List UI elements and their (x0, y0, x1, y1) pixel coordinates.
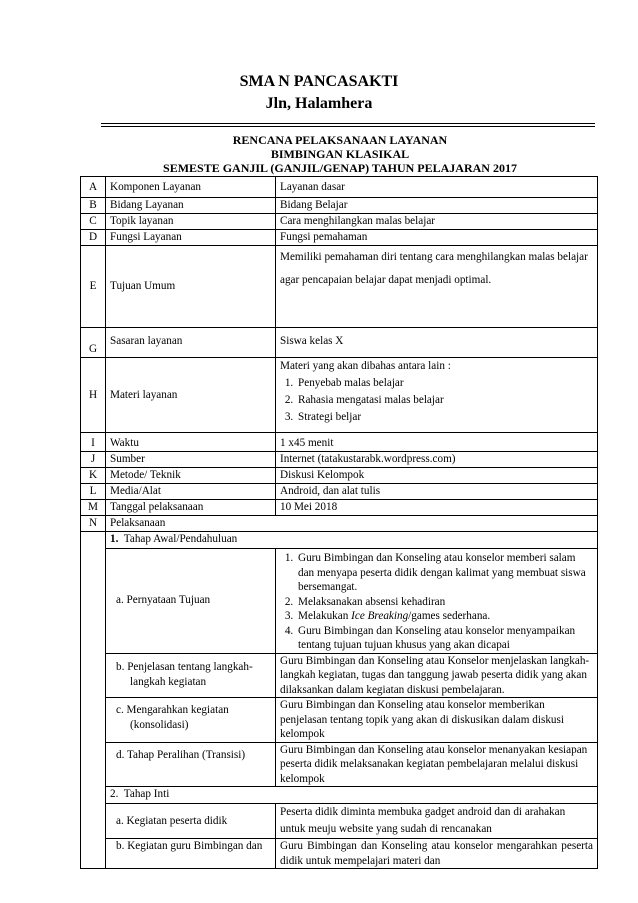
plan-subtitle: BIMBINGAN KLASIKAL (270, 147, 410, 161)
header-rule-top (101, 123, 595, 124)
stage2-heading (106, 787, 598, 804)
row-code: H (81, 358, 106, 433)
table-row (81, 804, 598, 839)
stage1-heading (106, 532, 598, 549)
table-row (81, 549, 598, 654)
item3-post: /games sederhana. (408, 610, 491, 622)
stage1-a-label: a. Pernyataan Tujuan (106, 549, 276, 654)
materi-intro: Materi yang akan dibahas antara lain : (280, 360, 451, 372)
row-value (276, 358, 598, 433)
row-value: Android, dan alat tulis (276, 484, 598, 500)
row-label: Materi layanan (106, 358, 276, 433)
row-value: Internet (tatakustarabk.wordpress.com) (276, 452, 598, 468)
stage1-a-value (276, 549, 598, 654)
stage1-c-value: Guru Bimbingan dan Konseling atau konselor memberikan penjelasan tentang topik yang akan di diskusikan dalam diskusi kelompok (276, 698, 598, 743)
plan-table (80, 176, 598, 869)
row-value: Siswa kelas X (276, 328, 598, 358)
row-label: Sumber (106, 452, 276, 468)
table-row (81, 358, 598, 433)
row-code: E (81, 246, 106, 328)
row-code: I (81, 433, 106, 452)
plan-title: RENCANA PELAKSANAAN LAYANAN (232, 133, 448, 147)
list-item (296, 609, 593, 624)
table-row (81, 500, 598, 516)
stage1-a-list (280, 551, 593, 653)
table-row (81, 787, 598, 804)
row-code: K (81, 468, 106, 484)
row-code: C (81, 214, 106, 230)
stage2-b-value: Guru Bimbingan dan Konseling atau konselor mengarahkan peserta didik untuk mempelajari materi dan (276, 839, 598, 869)
table-row (81, 177, 598, 198)
stage2-num: 2. (110, 788, 119, 800)
list-item: 4. Guru Bimbingan dan Konseling atau konselor menyampaikan tentang tujuan tujuan khusus yang akan dicapai (296, 624, 593, 653)
stage2-a-label: a. Kegiatan peserta didik (106, 804, 276, 839)
stage1-num: 1. (110, 533, 119, 545)
item3-em: Ice Breaking (351, 610, 409, 622)
table-row (81, 328, 598, 358)
school-name: SMA N PANCASAKTI (239, 73, 399, 90)
row-value: 10 Mei 2018 (276, 500, 598, 516)
row-value: 1 x45 menit (276, 433, 598, 452)
row-label: Tujuan Umum (106, 246, 276, 328)
spacer-cell (81, 532, 106, 869)
stage1-c-label: c. Mengarahkan kegiatan (konsolidasi) (106, 698, 276, 743)
row-value: Cara menghilangkan malas belajar (276, 214, 598, 230)
stage2-a-value: Peserta didik diminta membuka gadget android dan di arahakan untuk meuju website yang sudah di rencanakan (276, 804, 598, 839)
table-row (81, 230, 598, 246)
row-code: N (81, 516, 106, 532)
row-value: Layanan dasar (276, 177, 598, 198)
row-value: Fungsi pemahaman (276, 230, 598, 246)
row-label: Bidang Layanan (106, 198, 276, 214)
table-row (81, 214, 598, 230)
row-value: Memiliki pemahaman diri tentang cara menghilangkan malas belajar agar pencapaian belajar dapat menjadi optimal. (276, 246, 598, 328)
table-row (81, 468, 598, 484)
row-label: Waktu (106, 433, 276, 452)
row-code: M (81, 500, 106, 516)
stage1-b-value: Guru Bimbingan dan Konseling atau Konselor menjelaskan langkah-langkah kegiatan, tugas dan tanggung jawab peserta didik yang akan dilaksankan dalam kegiatan diskusi pembelajaran. (276, 653, 598, 698)
row-code: A (81, 177, 106, 198)
row-label: Pelaksanaan (106, 516, 598, 532)
stage2-title: Tahap Inti (123, 788, 170, 800)
stage1-title: Tahap Awal/Pendahuluan (123, 533, 238, 545)
table-row (81, 742, 598, 787)
plan-semester: SEMESTE GANJIL (GANJIL/GENAP) TAHUN PELAJARAN 2017 (163, 161, 517, 175)
row-label: Tanggal pelaksanaan (106, 500, 276, 516)
row-code: G (81, 328, 106, 358)
list-item: 3. Strategi beljar (296, 409, 593, 426)
row-label: Komponen Layanan (106, 177, 276, 198)
table-row (81, 484, 598, 500)
list-item: 2. Melaksanakan absensi kehadiran (296, 595, 593, 610)
header-rule-bottom (101, 126, 595, 127)
row-code: B (81, 198, 106, 214)
item3-pre: Melakukan (298, 610, 352, 622)
row-label: Fungsi Layanan (106, 230, 276, 246)
stage1-d-label: d. Tahap Peralihan (Transisi) (106, 742, 276, 787)
table-row (81, 198, 598, 214)
row-code: J (81, 452, 106, 468)
table-row (81, 433, 598, 452)
row-value: Bidang Belajar (276, 198, 598, 214)
row-label: Topik layanan (106, 214, 276, 230)
list-item: 1. Penyebab malas belajar (296, 375, 593, 392)
list-item: 1. Guru Bimbingan dan Konseling atau konselor memberi salam dan menyapa peserta didik dengan kalimat yang membuat siswa bersemangat. (296, 551, 593, 595)
row-label: Sasaran layanan (106, 328, 276, 358)
table-row (81, 653, 598, 698)
materi-list (280, 375, 593, 426)
table-row (81, 839, 598, 869)
school-address: Jln, Halamhera (265, 95, 373, 112)
stage2-b-label: b. Kegiatan guru Bimbingan dan (106, 839, 276, 869)
list-item: 2. Rahasia mengatasi malas belajar (296, 392, 593, 409)
stage1-b-label: b. Penjelasan tentang langkah-langkah kegiatan (106, 653, 276, 698)
table-row (81, 532, 598, 549)
row-label: Media/Alat (106, 484, 276, 500)
row-code: L (81, 484, 106, 500)
row-value: Diskusi Kelompok (276, 468, 598, 484)
table-row (81, 698, 598, 743)
table-row (81, 246, 598, 328)
row-code: D (81, 230, 106, 246)
row-label: Metode/ Teknik (106, 468, 276, 484)
table-row (81, 516, 598, 532)
stage1-d-value: Guru Bimbingan dan Konseling atau konselor menanyakan kesiapan peserta didik melaksanakan kegiatan pembelajaran melalui diskusi kelompok (276, 742, 598, 787)
table-row (81, 452, 598, 468)
